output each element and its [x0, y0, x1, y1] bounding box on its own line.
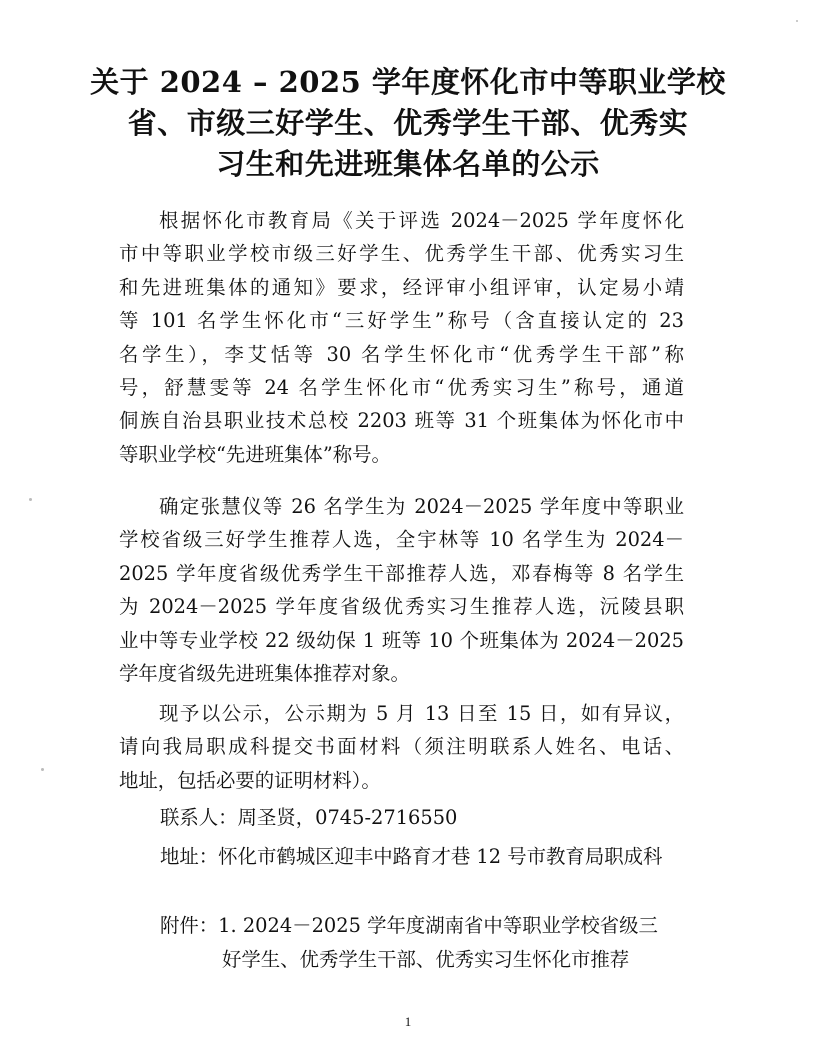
address-info: 地址：怀化市鹤城区迎丰中路育才巷 12 号市教育局职成科 — [160, 845, 663, 868]
paragraph-announcement — [119, 204, 684, 471]
scan-speck — [41, 768, 44, 771]
paragraph2-line: 确定张慧仪等 26 名学生为 2024－2025 学年度中等职业 — [159, 495, 684, 518]
paragraph3-line: 请向我局职成科提交书面材料（须注明联系人姓名、电话、 — [119, 735, 684, 759]
paragraph2-line: 2025 学年度省级优秀学生干部推荐人选，邓春梅等 8 名学生 — [119, 561, 684, 585]
document-title — [90, 62, 726, 185]
page-number: 1 — [404, 1014, 412, 1029]
paragraph2-line: 业中等专业学校 22 级幼保 1 班等 10 个班集体为 2024－2025 — [119, 628, 684, 652]
scan-speck — [29, 498, 32, 501]
paragraph1-line: 号，舒慧雯等 24 名学生怀化市“优秀实习生”称号，通道 — [119, 376, 684, 400]
title-line-1: 关于 2024 – 2025 学年度怀化市中等职业学校 — [90, 65, 726, 99]
paragraph1-line: 等 101 名学生怀化市“三好学生”称号（含直接认定的 23 — [119, 309, 684, 333]
title-line-3: 习生和先进班集体名单的公示 — [216, 147, 600, 181]
paragraph-provincial-candidates — [119, 490, 684, 690]
paragraph3-line: 现予以公示，公示期为 5 月 13 日至 15 日，如有异议， — [159, 702, 684, 725]
paragraph2-line: 学年度省级先进班集体推荐对象。 — [119, 662, 410, 686]
attachment-line-1: 附件：1. 2024－2025 学年度湖南省中等职业学校省级三 — [160, 914, 658, 937]
scan-speck — [796, 20, 798, 22]
paragraph1-line: 和先进班集体的通知》要求，经评审小组评审，认定易小靖 — [119, 275, 684, 299]
paragraph2-line: 为 2024－2025 学年度省级优秀实习生推荐人选，沅陵县职 — [119, 595, 684, 619]
contact-info: 联系人：周圣贤，0745-2716550 — [160, 806, 458, 829]
paragraph-publicity-period — [119, 697, 684, 797]
paragraph1-line: 侗族自治县职业技术总校 2203 班等 31 个班集体为怀化市中 — [119, 409, 684, 433]
paragraph1-line: 名学生），李艾恬等 30 名学生怀化市“优秀学生干部”称 — [119, 342, 684, 366]
paragraph1-line: 等职业学校“先进班集体”称号。 — [119, 442, 391, 466]
paragraph1-line: 根据怀化市教育局《关于评选 2024－2025 学年度怀化 — [159, 209, 684, 232]
title-line-2: 省、市级三好学生、优秀学生干部、优秀实 — [127, 106, 689, 140]
paragraph1-line: 市中等职业学校市级三好学生、优秀学生干部、优秀实习生 — [119, 242, 684, 266]
paragraph2-line: 学校省级三好学生推荐人选，全宇林等 10 名学生为 2024－ — [119, 528, 684, 552]
attachment-line-2: 好学生、优秀学生干部、优秀实习生怀化市推荐 — [222, 948, 630, 971]
paragraph3-line: 地址，包括必要的证明材料）。 — [119, 768, 381, 792]
